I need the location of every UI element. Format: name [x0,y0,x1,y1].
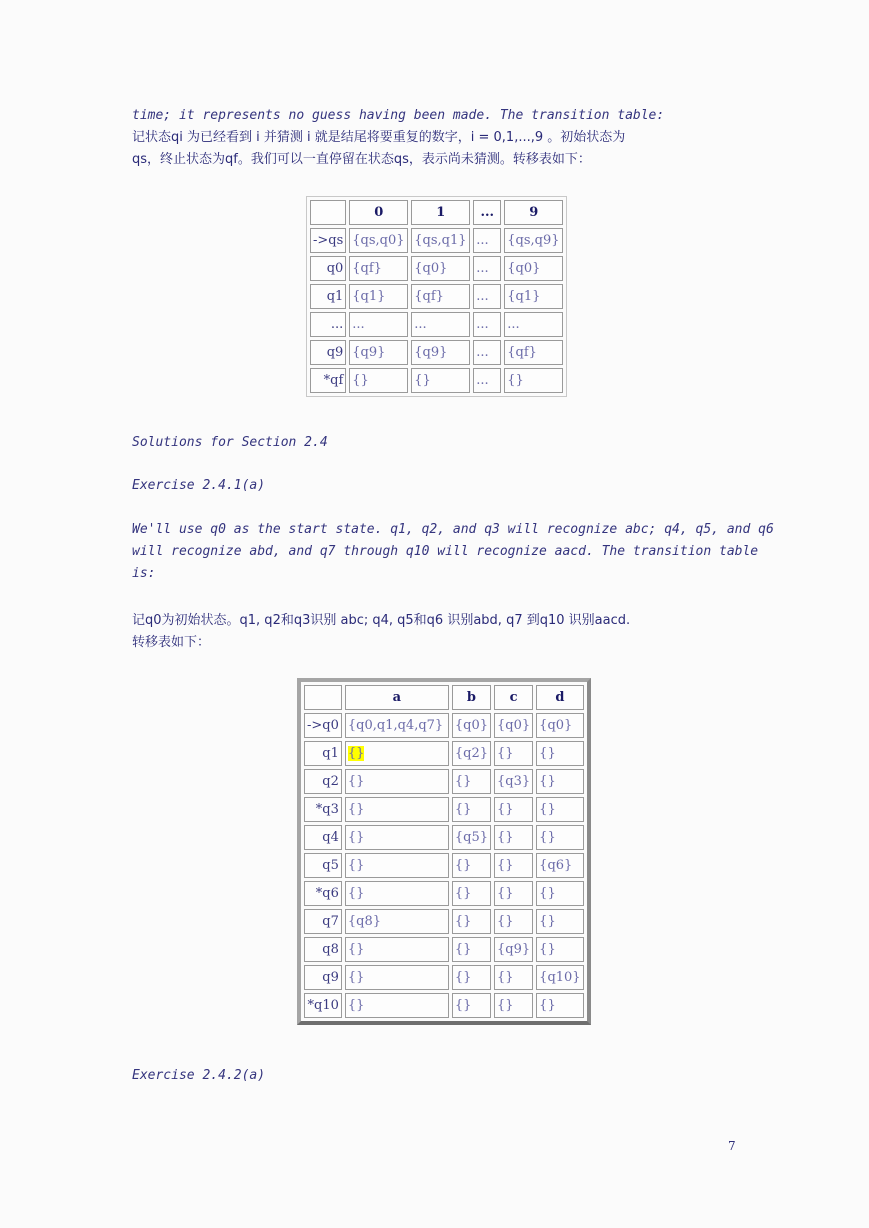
state-cell: q4 [304,825,342,850]
table-cell: {} [536,937,583,962]
header-cell [310,200,346,225]
ex1-chinese-line-1: 记q0为初始状态。q1, q2和q3识别 abc; q4, q5和q6 识别abd, q7 到q10 识别aacd. [132,613,631,628]
section-heading: Solutions for Section 2.4 [132,435,328,450]
table-cell: {} [452,965,491,990]
table-cell: {} [536,881,583,906]
table-cell: {} [345,853,449,878]
table-cell: {} [411,368,470,393]
table-cell: {} [536,797,583,822]
table-cell: {q3} [494,769,533,794]
table-cell: {q0} [494,713,533,738]
table-header-row [310,200,563,225]
table-cell: {} [494,797,533,822]
exercise-2-4-1a-heading: Exercise 2.4.1(a) [132,478,266,493]
table-cell: {} [345,769,449,794]
state-cell: *q6 [304,881,342,906]
table-row [304,797,584,822]
table-cell: ... [473,228,501,253]
table-cell: ... [473,312,501,337]
table-row [304,993,584,1018]
table-row [310,340,563,365]
table-cell: {q0} [411,256,470,281]
state-cell: *q3 [304,797,342,822]
state-cell: ... [310,312,346,337]
exercise-2-4-2a-heading: Exercise 2.4.2(a) [132,1068,266,1083]
transition-table-2 [297,678,591,1025]
table-row [304,909,584,934]
table-cell: {qs,q9} [504,228,563,253]
table-cell: {q9} [349,340,408,365]
header-cell [304,685,342,710]
table-cell: ... [473,284,501,309]
table-cell: {qs,q1} [411,228,470,253]
table-cell: {} [536,993,583,1018]
table-cell: {} [536,741,583,766]
table-cell: {} [494,909,533,934]
table-cell: ... [473,368,501,393]
table-cell: {} [452,909,491,934]
table-cell: {} [452,881,491,906]
table-cell: {} [345,797,449,822]
header-cell: 0 [349,200,408,225]
table-row [304,741,584,766]
table-header-row [304,685,584,710]
table-cell: {q5} [452,825,491,850]
header-cell: 1 [411,200,470,225]
table-row [304,881,584,906]
table-cell: {q2} [452,741,491,766]
state-cell: q8 [304,937,342,962]
table-cell: {} [536,825,583,850]
state-cell: *qf [310,368,346,393]
header-cell: d [536,685,583,710]
table-row [304,713,584,738]
table-cell: {qf} [349,256,408,281]
table-cell: {} [345,965,449,990]
table-cell: {} [504,368,563,393]
table-row [304,769,584,794]
intro-chinese [132,127,742,171]
table-cell: {} [345,881,449,906]
table-cell: ... [473,340,501,365]
table-row [304,853,584,878]
state-cell: ->q0 [304,713,342,738]
table-row [310,368,563,393]
ex1-english-line-1: We'll use q0 as the start state. q1, q2, and q3 will recognize abc; q4, q5, and q6 [132,522,774,537]
transition-table-1 [306,196,567,397]
table-cell: {q0,q1,q4,q7} [345,713,449,738]
table-cell: {} [536,769,583,794]
state-cell: q1 [310,284,346,309]
header-cell: 9 [504,200,563,225]
header-cell: ... [473,200,501,225]
table-cell: {} [452,853,491,878]
table-cell: {} [345,937,449,962]
table-cell: {q0} [536,713,583,738]
table-cell: {q10} [536,965,583,990]
ex1-english-line-2: will recognize abd, and q7 through q10 will recognize aacd. The transition table [132,544,759,559]
table-cell: {} [452,769,491,794]
table-cell: {} [494,853,533,878]
table-cell: {qf} [411,284,470,309]
state-cell: q9 [310,340,346,365]
state-cell: q2 [304,769,342,794]
intro-chinese-line-1: 记状态qi 为已经看到 i 并猜测 i 就是结尾将要重复的数字，i = 0,1,...,9 。初始状态为 [132,130,626,145]
highlighted-cell [345,741,449,766]
table-cell: {} [452,937,491,962]
table-cell: {} [349,368,408,393]
header-cell: b [452,685,491,710]
table-row [310,256,563,281]
header-cell: c [494,685,533,710]
exercise-description-english [132,519,774,585]
table-cell: ... [504,312,563,337]
table-cell: {q6} [536,853,583,878]
table-row [304,965,584,990]
table-cell: {} [452,993,491,1018]
highlighted-text: {} [347,746,365,761]
state-cell: q9 [304,965,342,990]
ex1-chinese-line-2: 转移表如下： [132,635,211,650]
table-cell: {q0} [504,256,563,281]
table-cell: {qs,q0} [349,228,408,253]
table-cell: {q0} [452,713,491,738]
table-cell: {} [494,965,533,990]
table-row [304,937,584,962]
header-cell: a [345,685,449,710]
table-cell: {} [494,741,533,766]
table-cell: {q9} [411,340,470,365]
table-cell: {} [494,993,533,1018]
ex1-english-line-3: is: [132,566,156,581]
table-row [310,312,563,337]
table-row [304,825,584,850]
table-cell: {} [494,825,533,850]
table-cell: {} [536,909,583,934]
table-cell: {qf} [504,340,563,365]
state-cell: ->qs [310,228,346,253]
state-cell: q1 [304,741,342,766]
table-cell: {} [345,825,449,850]
table-row [310,284,563,309]
intro-chinese-line-2: qs，终止状态为qf。我们可以一直停留在状态qs，表示尚未猜测。转移表如下： [132,152,591,167]
table-cell: {q9} [494,937,533,962]
table-cell: {} [494,881,533,906]
table-cell: {q1} [504,284,563,309]
table-cell: ... [349,312,408,337]
state-cell: q7 [304,909,342,934]
table-cell: {} [452,797,491,822]
page-number: 7 [728,1139,736,1153]
table-cell: {q8} [345,909,449,934]
table-row [310,228,563,253]
state-cell: *q10 [304,993,342,1018]
intro-english: time; it represents no guess having been made. The transition table: [132,108,665,123]
table-cell: ... [473,256,501,281]
state-cell: q0 [310,256,346,281]
exercise-description-chinese [132,610,742,654]
table-cell: {q1} [349,284,408,309]
state-cell: q5 [304,853,342,878]
table-cell: {} [345,993,449,1018]
table-cell: ... [411,312,470,337]
